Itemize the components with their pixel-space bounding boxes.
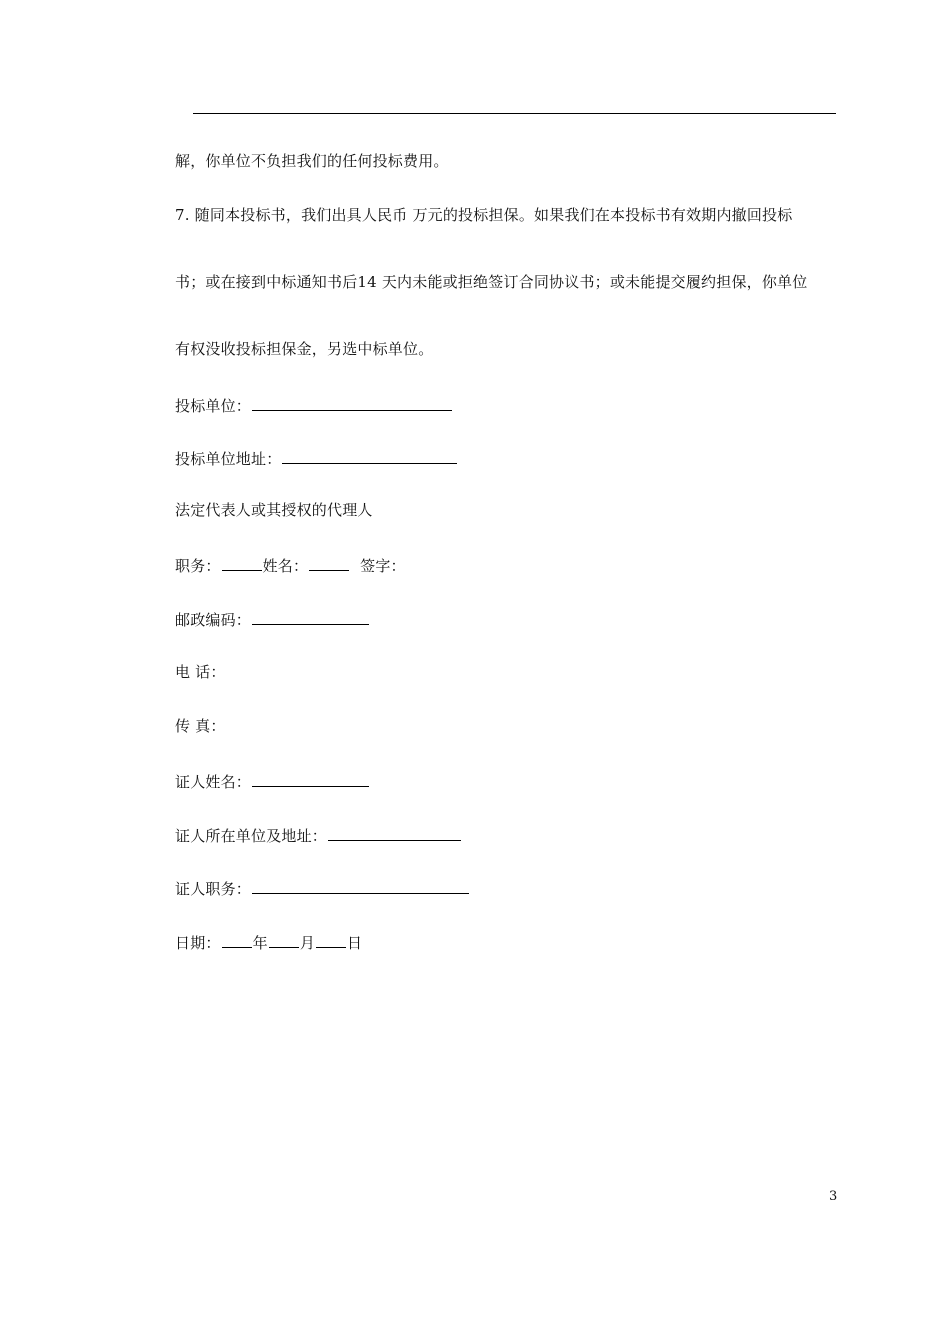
- postcode-blank[interactable]: [252, 608, 369, 625]
- date-row: [175, 931, 362, 953]
- position-name-signature-row: [175, 554, 406, 576]
- paragraph-7-line-1: 7. 随同本投标书，我们出具人民币 万元的投标担保。如果我们在本投标书有效期内撤回投标: [175, 206, 793, 224]
- bidder-unit-label: 投标单位：: [175, 397, 252, 415]
- witness-name-label: 证人姓名：: [175, 773, 252, 791]
- witness-name-blank[interactable]: [252, 770, 369, 787]
- bidder-address-blank[interactable]: [282, 447, 457, 464]
- signature-label: 签字：: [360, 557, 406, 575]
- bidder-unit-blank[interactable]: [252, 394, 452, 411]
- year-label: 年: [252, 934, 268, 952]
- position-label: 职务：: [175, 557, 221, 575]
- year-blank[interactable]: [222, 931, 252, 948]
- witness-position-label: 证人职务：: [175, 880, 252, 898]
- witness-unit-address-blank[interactable]: [328, 824, 461, 841]
- paragraph-6-continuation: 解，你单位不负担我们的任何投标费用。: [175, 152, 449, 170]
- paragraph-7-line-2: 书；或在接到中标通知书后14 天内未能或拒绝签订合同协议书；或未能提交履约担保，你单位: [175, 273, 808, 291]
- phone-label: 电 话：: [175, 663, 226, 681]
- witness-position-row: [175, 877, 470, 899]
- legal-representative-heading: 法定代表人或其授权的代理人: [175, 501, 373, 519]
- name-label: 姓名：: [262, 557, 309, 575]
- date-label: 日期：: [175, 934, 221, 952]
- fax-label: 传 真：: [175, 717, 226, 735]
- header-rule: [193, 113, 836, 114]
- postcode-label: 邮政编码：: [175, 611, 252, 629]
- page-number: 3: [829, 1189, 838, 1204]
- paragraph-7-line-3: 有权没收投标担保金，另选中标单位。: [175, 340, 434, 358]
- month-label: 月: [299, 934, 316, 952]
- name-blank[interactable]: [309, 554, 349, 571]
- month-blank[interactable]: [269, 931, 299, 948]
- witness-position-blank[interactable]: [252, 877, 469, 894]
- witness-unit-address-row: [175, 824, 462, 846]
- witness-unit-address-label: 证人所在单位及地址：: [175, 827, 328, 845]
- position-blank[interactable]: [222, 554, 262, 571]
- day-label: 日: [347, 934, 363, 952]
- postcode-row: [175, 608, 370, 630]
- bidder-unit-row: [175, 394, 453, 416]
- day-blank[interactable]: [316, 931, 346, 948]
- witness-name-row: [175, 770, 370, 792]
- bidder-address-label: 投标单位地址：: [175, 450, 282, 468]
- bidder-address-row: [175, 447, 458, 469]
